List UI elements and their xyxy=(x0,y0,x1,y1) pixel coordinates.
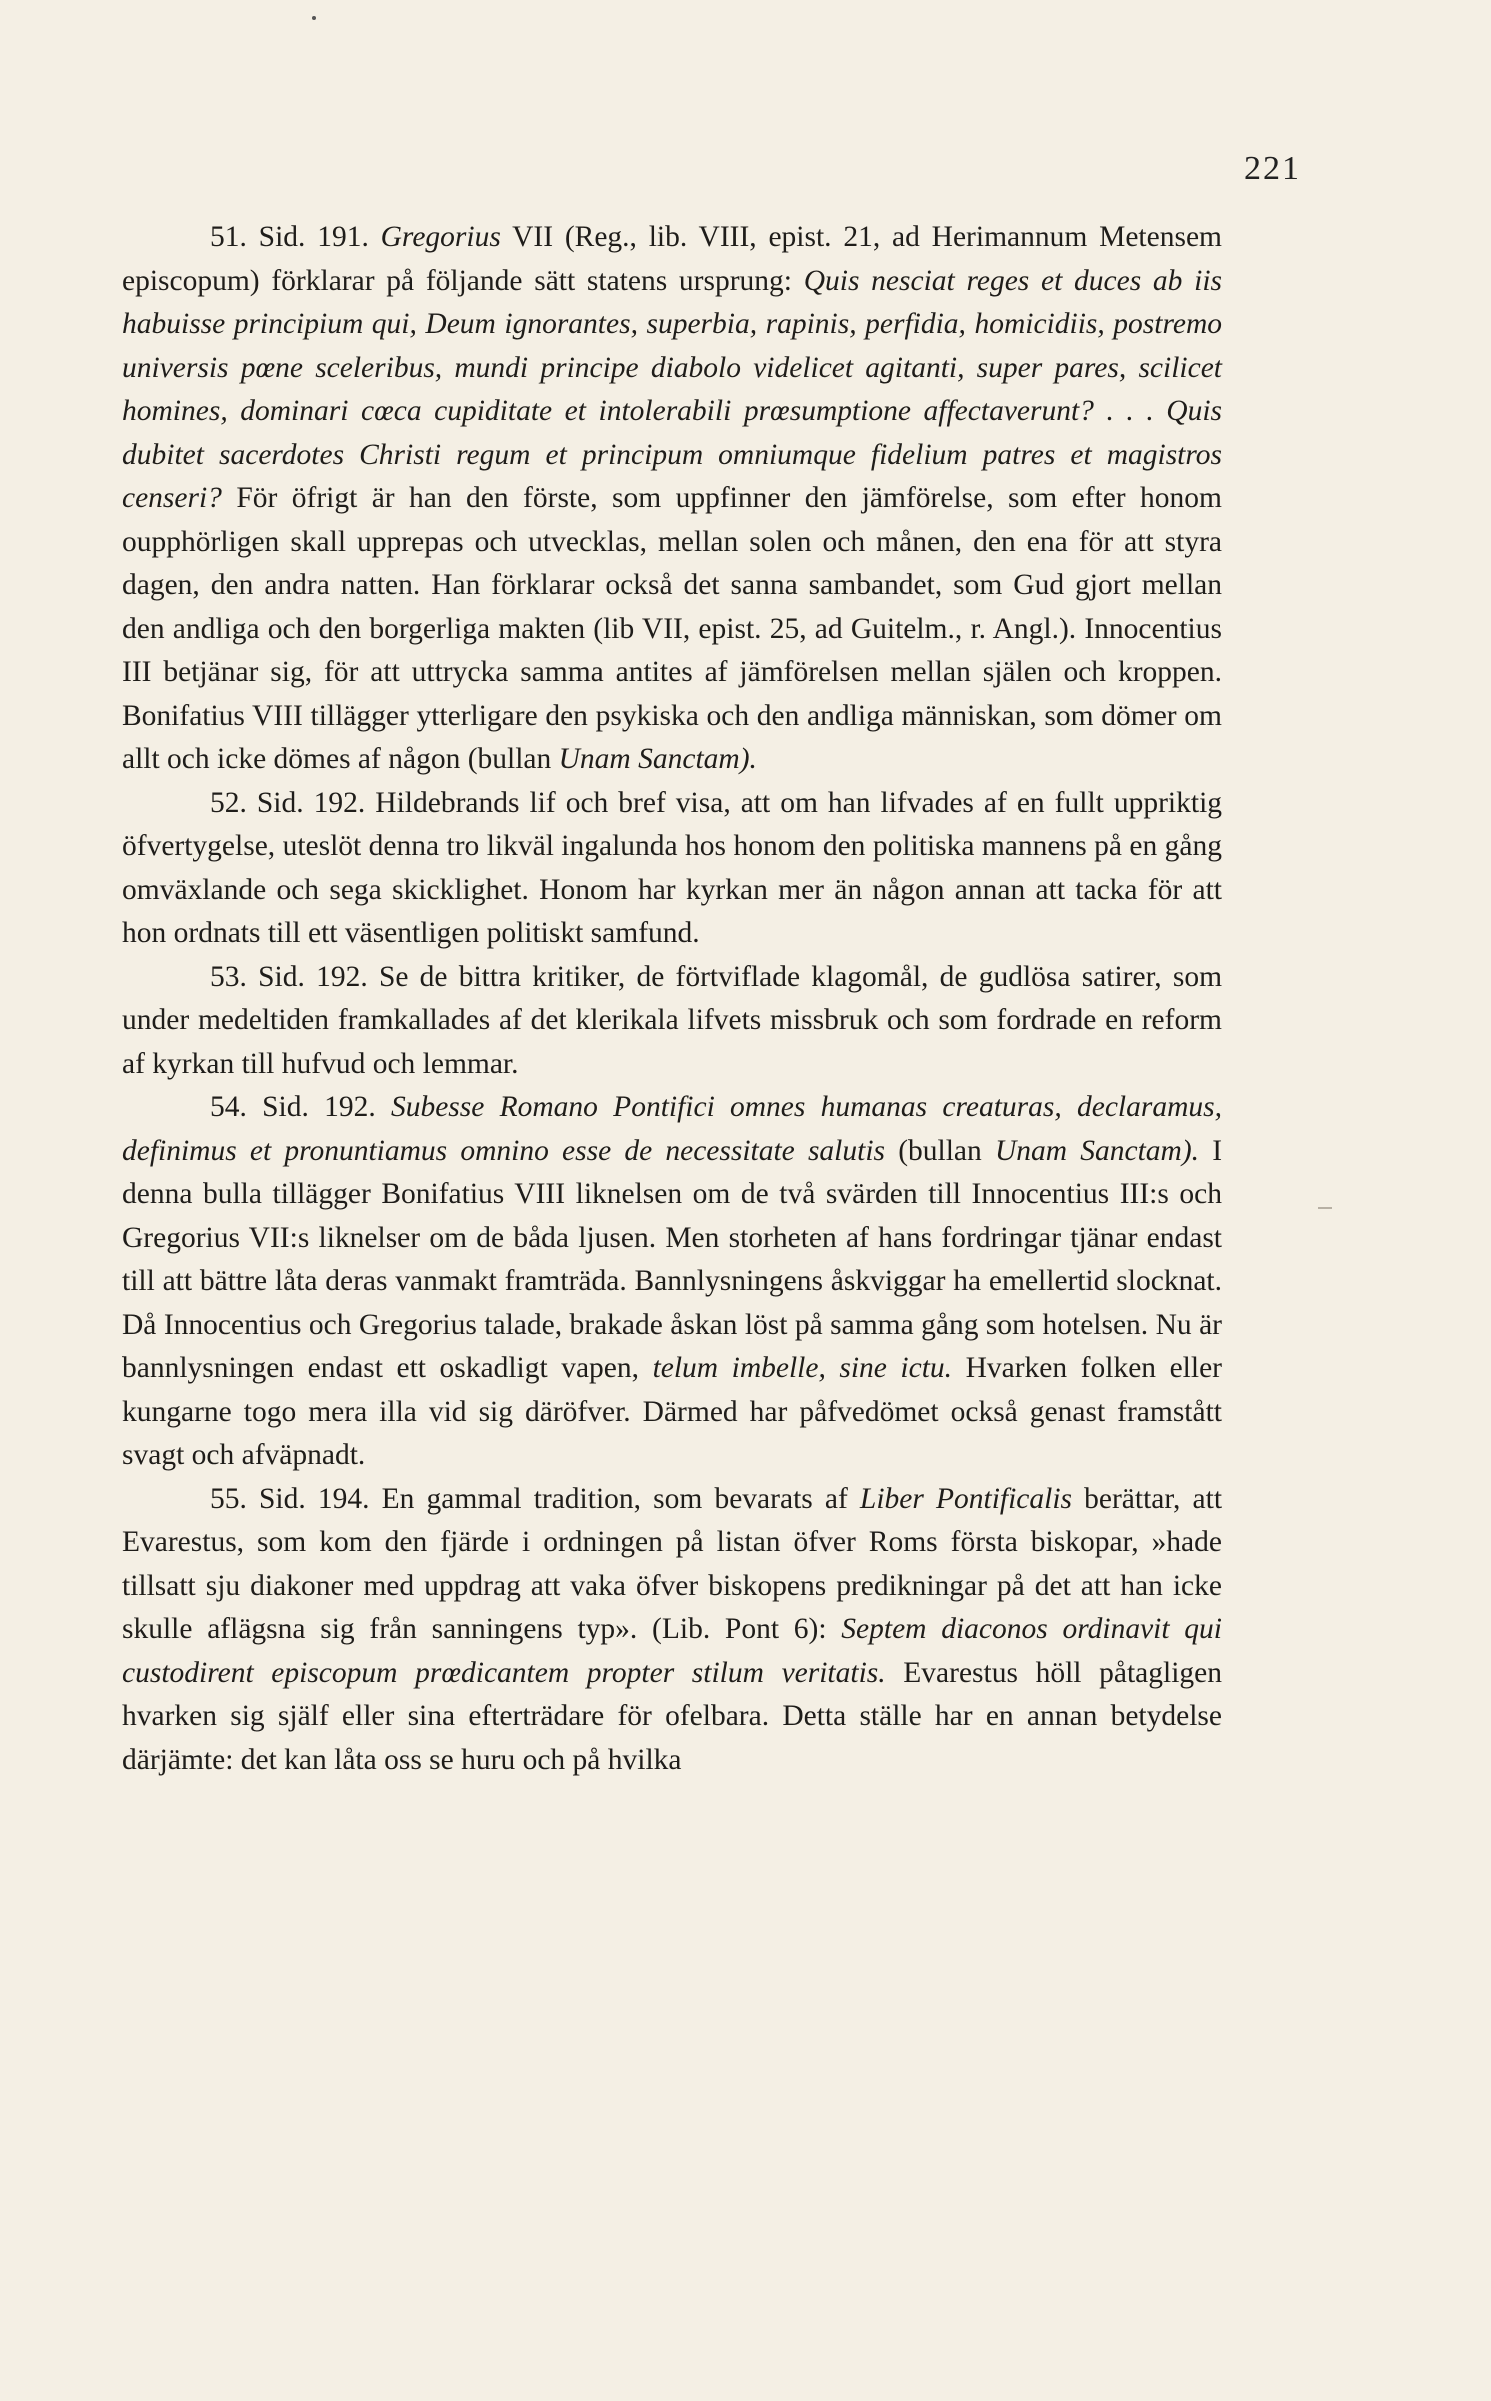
page-reference: Sid. 191. xyxy=(258,221,369,253)
note-text: Hildebrands lif och bref visa, att om han lifvades af en fullt uppriktig öfvertygelse, uteslöt denna tro likväl ingalunda hos honom den politiska mannens på en gång omväxlande och sega skicklighet. Honom har kyrkan mer än någon annan att tacka för att hon ordnats till ett väsentligen politiskt samfund. xyxy=(122,786,1223,949)
endnote-paragraph xyxy=(122,1086,1222,1478)
note-text: berättar, att Evarestus, som kom den fjärde i ordningen på listan öfver Roms första biskopar, »hade tillsatt sju diakoner med uppdrag att vaka öfver biskopens predikningar på det att han icke skulle aflägsna sig från sanningens typ». (Lib. Pont 6): xyxy=(122,1482,1223,1645)
endnote-number: 55. xyxy=(210,1482,247,1515)
latin-quotation: Subesse Romano Pontifici omnes humanas creaturas, declaramus, definimus et pronuntiamus omnino esse de necessitate salutis xyxy=(122,1091,1223,1167)
notes-text xyxy=(122,216,1222,1782)
note-text: Hvarken folken eller kungarne togo mera illa vid sig däröfver. Därmed har påfvedömet också genast framstått svagt och afväpnadt. xyxy=(122,1352,1222,1471)
endnote-number: 53. xyxy=(210,960,247,993)
note-text: VII (Reg., lib. VIII, epist. 21, ad Herimannum Metensem episcopum) förklarar på följande sätt statens ursprung: xyxy=(122,221,1222,297)
latin-quotation: telum imbelle, sine ictu. xyxy=(652,1352,953,1384)
endnote-paragraph xyxy=(122,782,1222,956)
note-text: I denna bulla tillägger Bonifatius VIII liknelsen om de två svärden till Innocentius III:s och Gregorius VII:s liknelser om de båda ljusen. Men storheten af hans fordringar tjänar endast till att bättre låta deras vanmakt framträda. Bannlysningens åskviggar ha emellertid slocknat. Då Innocentius och Gregorius talade, brakade åskan löst på samma gång som hotelsen. Nu är bannlysningen endast ett oskadligt vapen, xyxy=(122,1134,1223,1384)
endnote-number: 51. xyxy=(210,221,247,253)
note-text: Se de bittra kritiker, de förtviflade klagomål, de gudlösa satirer, som under medeltiden framkallades af det klerikala lifvets missbruk och som fordrade en reform af kyrkan till hufvud och lemmar. xyxy=(122,960,1223,1080)
note-text: En gammal tradition, som bevarats af xyxy=(381,1482,860,1515)
latin-quotation: Septem diaconos ordinavit qui custodirent episcopum prœdicantem propter stilum veritatis. xyxy=(122,1613,1222,1689)
latin-quotation: Liber Pontificalis xyxy=(859,1482,1072,1515)
note-text: För öfrigt är han den förste, som uppfinner den jämförelse, som efter honom oupphörligen skall upprepas och utvecklas, mellan solen och månen, den ena för att styra dagen, den andra natten. Han förklarar också det sanna sambandet, som Gud gjort mellan den andliga och den borgerliga makten (lib VII, epist. 25, ad Guitelm., r. Angl.). Innocentius III betjänar sig, för att uttrycka samma antites af jämförelsen mellan själen och kroppen. Bonifatius VIII tillägger ytterligare den psykiska och den andliga människan, som dömer om allt och icke dömes af någon (bullan xyxy=(122,482,1222,775)
page-reference: Sid. 192. xyxy=(262,1091,376,1123)
margin-mark xyxy=(1318,1207,1332,1209)
endnote-number: 52. xyxy=(210,786,247,819)
endnote-paragraph xyxy=(122,956,1222,1087)
page-reference: Sid. 194. xyxy=(259,1482,370,1515)
latin-quotation: Unam Sanctam). xyxy=(994,1134,1200,1167)
latin-quotation: Gregorius xyxy=(380,221,501,253)
latin-quotation: Unam Sanctam). xyxy=(558,743,757,775)
note-text: Evarestus höll påtagligen hvarken sig själf eller sina efterträdare för ofelbara. Detta ställe har en annan betydelse därjämte: det kan låta oss se huru och på hvilka xyxy=(122,1656,1223,1776)
note-text: (bullan xyxy=(885,1134,995,1167)
page-reference: Sid. 192. xyxy=(256,786,366,819)
page-number: 221 xyxy=(1244,150,1301,187)
endnote-paragraph xyxy=(122,1478,1222,1783)
endnote-number: 54. xyxy=(210,1091,247,1123)
latin-quotation: Quis nesciat reges et duces ab iis habuisse principium qui, Deum ignorantes, superbia, rapinis, perfidia, homicidiis, postremo universis pœne sceleribus, mundi principe diabolo videlicet agitanti, super pares, scilicet homines, dominari cœca cupiditate et intolerabili prœsumptione affectaverunt? . . . Quis dubitet sacerdotes Christi regum et principum omniumque fidelium patres et magistros censeri? xyxy=(122,264,1222,514)
endnote-paragraph xyxy=(122,216,1222,782)
print-speck xyxy=(312,16,316,20)
page-reference: Sid. 192. xyxy=(258,960,368,993)
